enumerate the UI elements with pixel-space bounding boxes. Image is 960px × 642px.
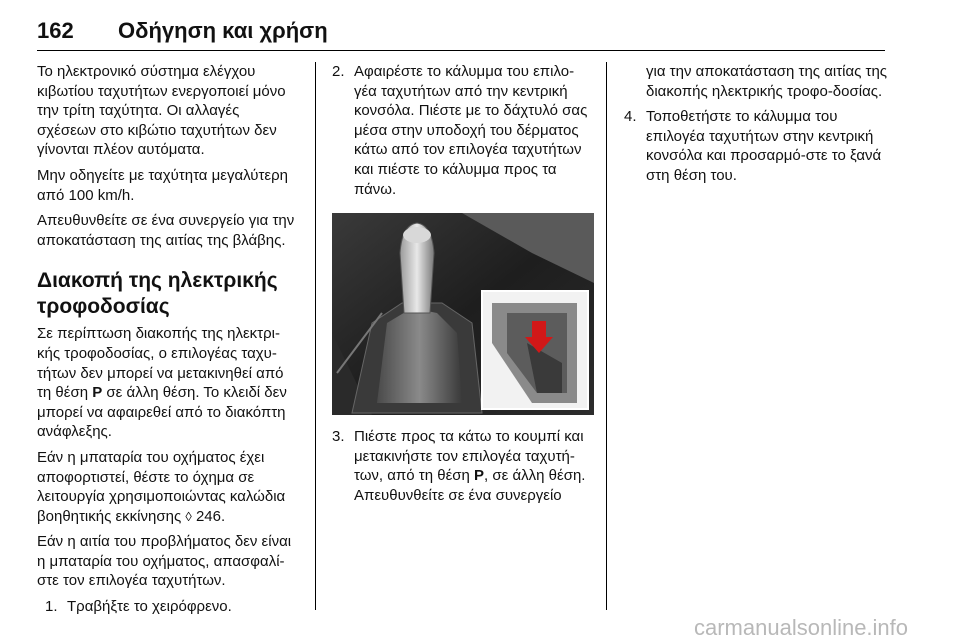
header-divider [37, 50, 885, 51]
step-text: Αφαιρέστε το κάλυμμα του επιλο-γέα ταχυτήτων από την κεντρική κονσόλα. Πιέστε με το δάχτυλό σας μέσα στην υποδοχή του δέρματος κάτω από τον επιλογέα ταχυτήτων και πιέστε το κάλυμμα προς τα πάνω. [354, 63, 588, 198]
step-text: για την αποκατάσταση της αιτίας της διακοπής ηλεκτρικής τροφο-δοσίας. [646, 63, 888, 100]
step-text: Πιέστε προς τα κάτω το κουμπί και μετακινήστε τον επιλογέα ταχυτή-των, από τη θέση P, σε άλλη θέση. Απευθυνθείτε σε ένα συνεργείο [354, 428, 586, 504]
column-1 [37, 62, 301, 623]
page-reference[interactable]: 246. [191, 507, 226, 525]
page-number: 162 [37, 18, 74, 43]
page-reference-icon: ◊ [185, 508, 192, 524]
watermark: carmanualsonline.info [694, 615, 909, 640]
column-3 [624, 62, 888, 192]
section-heading: Διακοπή της ηλεκτρικής τροφοδοσίας [37, 269, 278, 319]
paragraph: Εάν η αιτία του προβλήματος δεν είναι η μπαταρία του οχήματος, απασφαλί-στε τον επιλογέα ταχυτήτων. [37, 533, 292, 590]
step-number: 1. [45, 598, 58, 616]
paragraph: Το ηλεκτρονικό σύστημα ελέγχου κιβωτίου ταχυτήτων ενεργοποιεί μόνο την τρίτη ταχύτητα. Οι αλλαγές σχέσεων στο κιβώτιο ταχυτήτων δεν γίνονται πλέον αυτόματα. [37, 63, 286, 159]
paragraph: Απευθυνθείτε σε ένα συνεργείο για την αποκατάσταση της αιτίας της βλάβης. [37, 212, 295, 249]
column-divider [606, 62, 607, 610]
paragraph: Εάν η μπαταρία του οχήματος έχει αποφορτιστεί, θέστε το όχημα σε λειτουργία χρησιμοποιώντας καλώδια βοηθητικής εκκίνησης ◊ 246. [37, 448, 286, 525]
step-number: 3. [332, 428, 345, 446]
step-number: 4. [624, 108, 637, 126]
step-text: Τοποθετήστε το κάλυμμα του επιλογέα ταχυτήτων στην κεντρική κονσόλα και προσαρμό-στε το ξανά στη θέση του. [646, 108, 882, 184]
list-item [332, 427, 594, 505]
gear-selector-illustration [332, 213, 594, 415]
page-header [0, 0, 960, 52]
list-item-continued [624, 62, 888, 101]
paragraph: Μην οδηγείτε με ταχύτητα μεγαλύτερη από 100 km/h. [37, 166, 288, 204]
column-2 [332, 62, 594, 512]
list-item [332, 62, 594, 199]
column-divider [315, 62, 316, 610]
list-item [624, 107, 888, 185]
step-number: 2. [332, 63, 345, 80]
paragraph: Σε περίπτωση διακοπής της ηλεκτρι-κής τροφοδοσίας, ο επιλογέας ταχυ-τήτων δεν μπορεί να μετακινηθεί από τη θέση P σε άλλη θέση. Το κλειδί δεν μπορεί να αφαιρεθεί από το διακόπτη ανάφλεξης. [37, 325, 287, 441]
chapter-title: Οδήγηση και χρήση [118, 18, 328, 43]
step-text: Τραβήξτε το χειρόφρενο. [67, 598, 232, 616]
gear-selector-image [332, 213, 594, 415]
list-item [37, 597, 301, 617]
